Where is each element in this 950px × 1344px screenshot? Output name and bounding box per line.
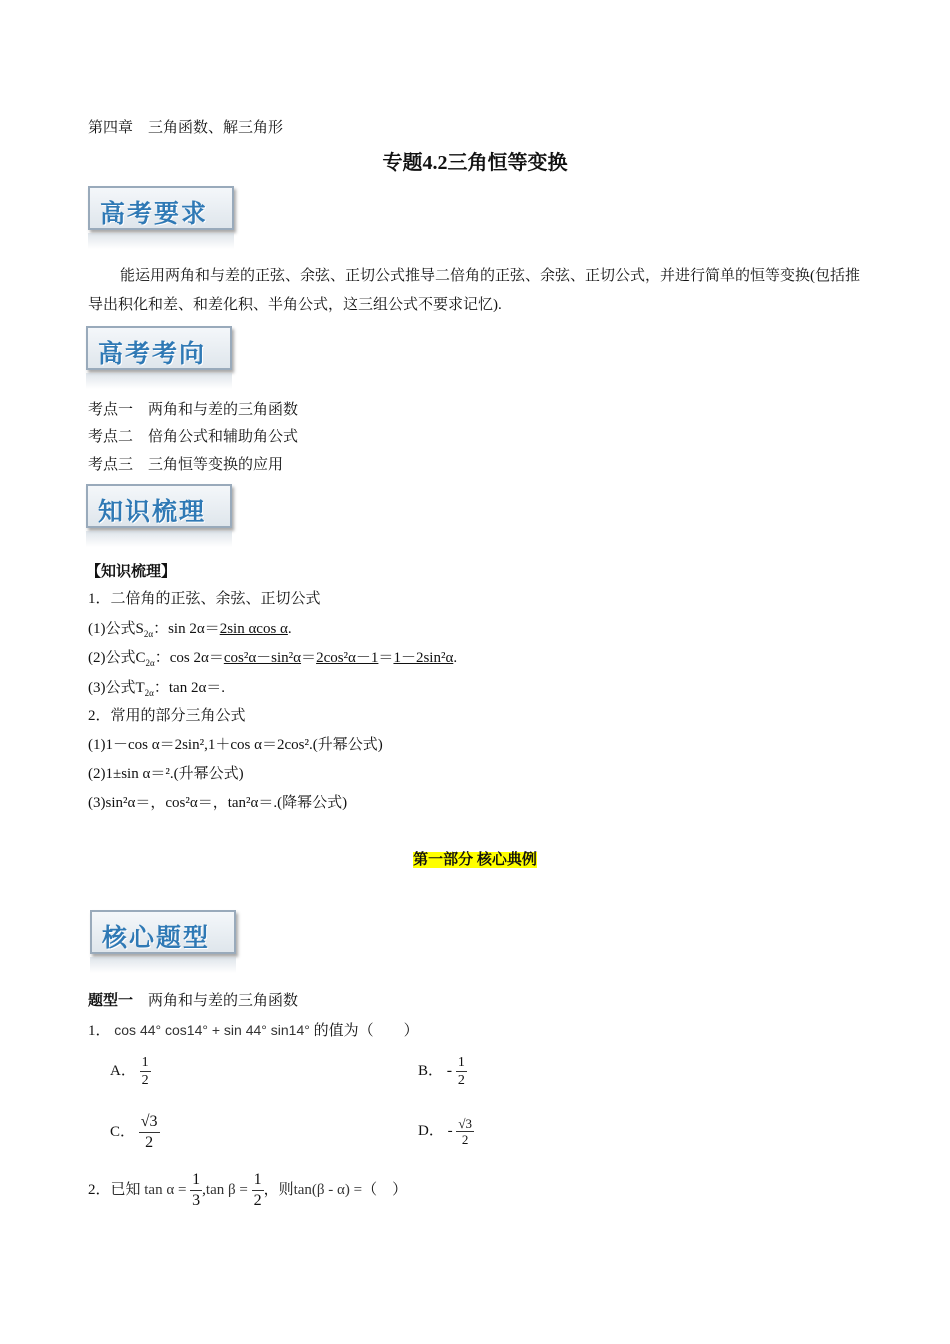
kaodian-2: 考点二 倍角公式和辅助角公式 [88,429,299,445]
then-word: ，则 [263,1181,294,1198]
tan-alpha: tan α = [144,1181,187,1198]
formula-text: (3)公式T [88,680,145,696]
numerator: √3 [139,1112,160,1133]
answer-blank: （ ） [362,1181,408,1198]
formula-subscript: 2α [145,658,155,668]
question-number: 2．已知 [88,1181,141,1198]
option-letter: B． [418,1062,444,1079]
numerator: √3 [458,1116,472,1131]
formula-text: ＝ [378,650,394,666]
numerator: 1 [141,1055,149,1070]
formula-text: ：tan 2α＝. [153,680,226,696]
knowledge-item-2: 2．常用的部分三角公式 [88,708,246,724]
question-1 [88,1019,419,1040]
option-b[interactable] [418,1054,467,1089]
denominator: 2 [141,1073,149,1088]
formula-cos2a: (2)公式$C_{2\alpha}$：cos 2α＝cos²α－sin²α＝2cos²α－1＝1－2sin²α. [88,650,458,668]
formula-sin2a: (1)公式$S_{2\alpha}$：sin 2α＝2sin αcos α. [88,621,292,639]
formula-g1: (1)1－cos α＝2sin²,1＋cos α＝2cos².(升幂公式) [88,737,383,753]
formula-g2: (2)1±sin α＝².(升幂公式) [88,766,244,782]
tan-beta-minus-alpha: tan(β - α) = [293,1181,363,1198]
formula-text: ：sin 2α＝ [153,621,220,637]
type-name: 两角和与差的三角函数 [148,993,299,1009]
formula-text: (1)公式S [88,621,144,637]
banner-knowledge [86,484,232,528]
formula-answer: cos²α－sin²α [223,650,302,666]
minus-sign: - [447,1122,453,1139]
banner-direction [86,326,232,370]
denominator: 2 [145,1134,154,1151]
banner-reflection [86,531,232,547]
part-heading [0,848,950,869]
banner-core-label: 核心题型 [102,923,211,952]
fraction-sqrt3-half [456,1116,474,1147]
denominator: 3 [192,1192,201,1209]
fraction-one-half [140,1054,151,1089]
question-number: 1． [88,1023,111,1039]
option-a[interactable] [110,1054,151,1089]
comma: , [202,1181,206,1198]
type-heading [88,989,298,1010]
formula-answer: 1－2sin²α [393,650,454,666]
fraction-one-third [190,1170,202,1211]
banner-requirement [88,186,234,230]
option-letter: D． [418,1122,444,1139]
banner-knowledge-label: 知识梳理 [98,497,207,526]
requirement-paragraph: 能运用两角和与差的正弦、余弦、正切公式推导二倍角的正弦、余弦、正切公式，并进行简单的恒等变换(包括推导出积化和差、和差化积、半角公式，这三组公式不要求记忆). [88,268,861,313]
denominator: 2 [457,1073,465,1088]
formula-answer: 2cos²α－1 [316,650,379,666]
banner-core [90,910,236,954]
question-2 [88,1170,407,1211]
numerator: 1 [190,1170,202,1191]
formula-text: ＝ [301,650,317,666]
option-c[interactable] [110,1112,160,1153]
denominator: 2 [253,1192,262,1209]
numerator: 1 [252,1170,264,1191]
type-label: 题型一 [88,993,134,1009]
denominator: 2 [461,1132,469,1147]
minus-sign: - [446,1061,453,1079]
question-expression: cos 44° cos14° + sin 44° sin14° [114,1022,310,1038]
option-d[interactable] [418,1116,474,1147]
formula-answer: 2sin αcos α [219,621,288,637]
kaodian-1: 考点一 两角和与差的三角函数 [88,402,299,418]
banner-reflection [88,233,234,249]
chapter-heading: 第四章 三角函数、解三角形 [88,120,284,136]
formula-subscript: 2α [143,629,154,639]
option-letter: A． [110,1062,136,1079]
formula-text: (2)公式C [88,650,146,666]
formula-text: ：cos 2α＝ [154,650,224,666]
fraction-one-half [252,1170,264,1211]
numerator: 1 [457,1055,465,1070]
banner-direction-label: 高考考向 [98,339,207,368]
page-title: 专题4.2三角恒等变换 [382,152,568,174]
formula-subscript: 2α [144,688,154,698]
part-heading-label: 第一部分 核心典例 [413,852,537,868]
tan-beta: tan β = [205,1181,248,1198]
formula-g3: (3)sin²α＝，cos²α＝，tan²α＝.(降幂公式) [88,795,348,811]
fraction-one-half [456,1054,467,1089]
banner-reflection [90,957,236,973]
option-letter: C． [110,1123,136,1140]
banner-requirement-label: 高考要求 [100,199,209,228]
knowledge-item-1: 1．二倍角的正弦、余弦、正切公式 [88,591,321,607]
question-tail: 的值为（ ） [313,1023,419,1039]
formula-tan2a [88,676,225,698]
kaodian-3: 考点三 三角恒等变换的应用 [88,457,284,473]
knowledge-header: 【知识梳理】 [86,564,177,580]
banner-reflection [86,373,232,389]
fraction-sqrt3-half [139,1112,160,1153]
